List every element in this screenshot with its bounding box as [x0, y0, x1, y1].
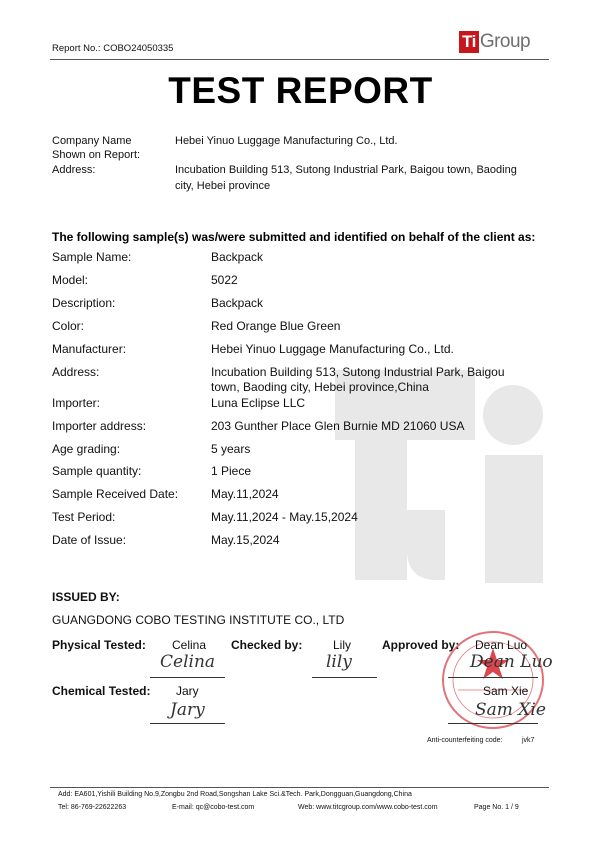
signature-line: [150, 723, 225, 724]
anti-counterfeit-code: jvk7: [522, 737, 535, 744]
field-label: Description:: [52, 296, 116, 310]
logo-group-text: Group: [479, 31, 531, 52]
field-value: Luna Eclipse LLC: [211, 396, 306, 410]
ti-watermark-logo: [335, 370, 545, 585]
field-value: Red Orange Blue Green: [211, 319, 341, 333]
logo-ti-mark: Ti: [459, 31, 479, 53]
field-label: Sample Received Date:: [52, 487, 179, 501]
approved-by-label: Approved by:: [382, 638, 460, 652]
field-label: Sample Name:: [52, 250, 132, 264]
client-address-line1: Incubation Building 513, Sutong Industrial Park, Baigou town, Baoding: [175, 164, 517, 176]
field-label: Manufacturer:: [52, 342, 127, 356]
tigroup-logo: [459, 30, 530, 54]
field-label: Sample quantity:: [52, 464, 142, 478]
approver-name: Dean Luo: [475, 638, 528, 652]
footer-address: Add: EA601,Yishili Building No.9,Zongbu 2nd Road,Songshan Lake Sci.&Tech. Park,Dongguan,Guangdong,China: [58, 791, 412, 798]
anti-counterfeit-label: Anti-counterfeiting code:: [427, 737, 503, 744]
field-value: 5 years: [211, 442, 251, 456]
field-value: May.15,2024: [211, 533, 280, 547]
issuing-institute: GUANGDONG COBO TESTING INSTITUTE CO., LTD: [52, 613, 345, 627]
approver2-signature: Sam Xie: [475, 700, 546, 720]
signature-line: [312, 677, 377, 678]
checked-by-label: Checked by:: [231, 638, 303, 652]
field-label: Test Period:: [52, 510, 116, 524]
field-label: Date of Issue:: [52, 533, 127, 547]
field-label: Address:: [52, 365, 100, 379]
field-label: Importer:: [52, 396, 101, 410]
client-address-label: Address:: [52, 164, 96, 176]
field-value: May.11,2024: [211, 487, 279, 501]
field-label: Importer address:: [52, 419, 147, 433]
approver2-name: Sam Xie: [483, 684, 529, 698]
signature-line: [150, 677, 225, 678]
chemical-tested-label: Chemical Tested:: [52, 684, 151, 698]
footer-divider: [50, 787, 549, 788]
approver-signature: Dean Luo: [470, 652, 553, 672]
chemical-tester-signature: Jary: [170, 700, 205, 720]
chemical-tester-name: Jary: [176, 684, 199, 698]
field-value: Hebei Yinuo Luggage Manufacturing Co., Ltd.: [211, 342, 454, 356]
field-label: Model:: [52, 273, 89, 287]
field-value-cont: town, Baoding city, Hebei province,China: [211, 380, 429, 394]
checker-signature: lily: [326, 652, 352, 672]
footer-web: Web: www.titcgroup.com/www.cobo-test.com: [298, 804, 438, 811]
checker-name: Lily: [333, 638, 352, 652]
samples-heading: The following sample(s) was/were submitted and identified on behalf of the client as:: [52, 230, 536, 244]
page-title: TEST REPORT: [168, 70, 433, 111]
issued-by-heading: ISSUED BY:: [52, 590, 120, 604]
client-address-line2: city, Hebei province: [175, 180, 271, 192]
footer-tel: Tel: 86-769-22622263: [58, 804, 127, 811]
report-number: Report No.: COBO24050335: [52, 43, 174, 54]
signature-line: [448, 677, 538, 678]
field-value: Backpack: [211, 296, 264, 310]
physical-tester-name: Celina: [172, 638, 207, 652]
field-value: Incubation Building 513, Sutong Industrial Park, Baigou: [211, 365, 505, 379]
header-divider: [50, 59, 549, 60]
field-label: Age grading:: [52, 442, 121, 456]
signature-line: [448, 723, 538, 724]
footer-page-number: Page No. 1 / 9: [474, 804, 519, 811]
company-name-label-cont: Shown on Report:: [52, 149, 141, 161]
company-name-value: Hebei Yinuo Luggage Manufacturing Co., Ltd.: [175, 135, 398, 147]
field-value: 203 Gunther Place Glen Burnie MD 21060 USA: [211, 419, 465, 433]
field-value: 1 Piece: [211, 464, 252, 478]
field-value: 5022: [211, 273, 238, 287]
field-label: Color:: [52, 319, 85, 333]
field-value: Backpack: [211, 250, 264, 264]
footer-email: E-mail: qc@cobo-test.com: [172, 804, 255, 811]
company-name-label: Company Name: [52, 135, 132, 147]
physical-tester-signature: Celina: [160, 652, 216, 672]
physical-tested-label: Physical Tested:: [52, 638, 146, 652]
field-value: May.11,2024 - May.15,2024: [211, 510, 358, 524]
